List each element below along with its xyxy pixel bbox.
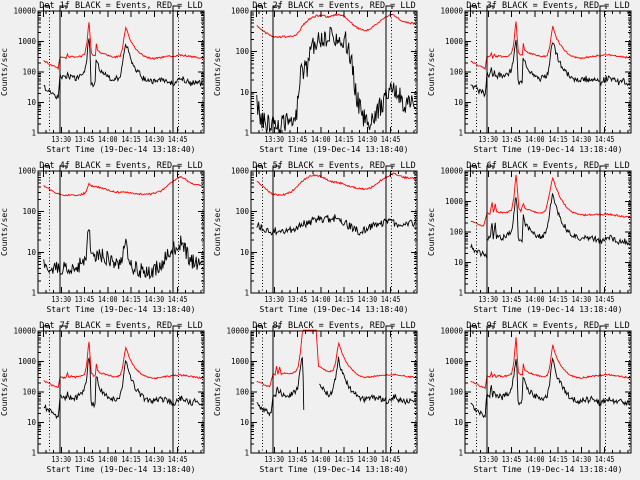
y-tick-label: 10 (453, 257, 463, 267)
subplot-9 (427, 320, 640, 480)
y-tick-label: 1 (244, 288, 250, 298)
y-tick-label: 1000 (231, 166, 250, 176)
y-axis-label: Counts/sec (213, 367, 223, 417)
y-tick-label: 10000 (13, 6, 36, 16)
x-tick-label: 14:30 (571, 294, 592, 304)
x-tick-label: 13:45 (288, 454, 308, 464)
subplot-canvas-3 (427, 0, 640, 160)
y-axis-label: Counts/sec (426, 367, 436, 417)
x-tick-label: 14:30 (144, 134, 165, 144)
subplot-7 (0, 320, 213, 480)
x-tick-label: 14:45 (594, 134, 615, 144)
x-tick-label: 13:45 (501, 134, 521, 144)
axes-box (38, 171, 204, 293)
y-tick-label: 100 (22, 67, 36, 77)
y-tick-label: 10 (26, 417, 36, 427)
x-tick-label: 14:30 (144, 454, 165, 464)
y-tick-label: 1 (31, 288, 36, 298)
x-tick-label: 14:45 (381, 454, 401, 464)
plot-title: Det 8f BLACK = Events, RED = LLD (252, 321, 417, 332)
x-tick-label: 13:30 (264, 134, 285, 144)
x-tick-label: 13:45 (288, 134, 308, 144)
x-tick-label: 14:15 (334, 294, 355, 304)
y-tick-label: 10 (26, 247, 36, 257)
x-tick-label: 14:30 (357, 294, 378, 304)
y-tick-label: 100 (22, 387, 36, 397)
events-series-line (320, 357, 416, 404)
y-tick-label: 10 (26, 97, 36, 107)
x-tick-label: 14:45 (594, 294, 615, 304)
subplot-canvas-9 (427, 320, 640, 480)
subplot-2 (213, 0, 426, 160)
y-tick-label: 1000 (231, 357, 250, 367)
axis-ticks (465, 171, 631, 293)
x-tick-label: 13:30 (264, 454, 285, 464)
subplot-canvas-2 (213, 0, 426, 160)
events-series-line (470, 40, 629, 96)
x-tick-label: 14:30 (144, 294, 165, 304)
plot-title: Det 7f BLACK = Events, RED = LLD (39, 321, 203, 332)
x-tick-label: 14:00 (524, 454, 545, 464)
x-tick-label: 14:15 (547, 454, 568, 464)
y-tick-label: 1000 (231, 6, 250, 16)
subplot-canvas-4 (0, 160, 213, 320)
x-tick-label: 14:00 (98, 294, 118, 304)
axes-box (465, 171, 631, 293)
y-tick-label: 1 (458, 288, 463, 298)
y-axis-label: Counts/sec (0, 207, 9, 257)
x-tick-label: 14:00 (524, 294, 545, 304)
y-axis-label: Counts/sec (213, 47, 223, 97)
y-tick-label: 100 (235, 207, 250, 217)
y-tick-label: 1000 (444, 37, 463, 47)
x-tick-label: 14:15 (334, 454, 355, 464)
y-tick-label: 1 (244, 448, 250, 458)
x-tick-label: 14:15 (547, 294, 568, 304)
x-tick-label: 14:00 (98, 134, 118, 144)
x-axis-label: Start Time (19-Dec-14 13:18:40) (46, 304, 196, 314)
events-series-line (44, 358, 203, 417)
x-tick-label: 14:45 (167, 134, 188, 144)
y-tick-label: 1000 (17, 357, 36, 367)
y-tick-label: 1000 (444, 357, 463, 367)
y-tick-label: 10000 (13, 326, 36, 336)
y-axis-label: Counts/sec (213, 207, 223, 257)
subplot-8 (213, 320, 426, 480)
y-tick-label: 10 (453, 417, 463, 427)
y-tick-label: 1000 (17, 166, 36, 176)
y-tick-label: 100 (235, 47, 250, 57)
x-axis-label: Start Time (19-Dec-14 13:18:40) (473, 304, 623, 314)
x-tick-label: 14:00 (311, 454, 332, 464)
x-tick-label: 14:00 (98, 454, 118, 464)
x-tick-label: 14:15 (121, 454, 141, 464)
y-tick-label: 10000 (440, 326, 463, 336)
x-axis-label: Start Time (19-Dec-14 13:18:40) (46, 144, 196, 154)
axis-ticks (251, 11, 417, 133)
y-tick-label: 1 (244, 128, 250, 138)
x-tick-label: 14:30 (357, 134, 378, 144)
x-tick-label: 13:45 (74, 454, 95, 464)
x-tick-label: 14:00 (311, 134, 332, 144)
axis-ticks (38, 171, 204, 293)
y-tick-label: 1000 (17, 37, 36, 47)
y-axis-label: Counts/sec (426, 47, 436, 97)
x-tick-label: 13:30 (478, 454, 499, 464)
x-tick-label: 13:45 (74, 294, 95, 304)
x-tick-label: 14:30 (571, 454, 592, 464)
x-tick-label: 13:30 (51, 454, 72, 464)
x-axis-label: Start Time (19-Dec-14 13:18:40) (46, 464, 196, 474)
y-tick-label: 1000 (444, 197, 463, 207)
lld-series-line (44, 177, 203, 196)
x-tick-label: 13:45 (501, 294, 521, 304)
x-tick-label: 14:15 (334, 134, 355, 144)
y-tick-label: 1 (31, 448, 36, 458)
y-tick-label: 100 (235, 387, 250, 397)
plot-title: Det 6f BLACK = Events, RED = LLD (465, 161, 630, 172)
subplot-1 (0, 0, 213, 160)
x-tick-label: 13:30 (264, 294, 285, 304)
x-tick-label: 13:45 (501, 454, 521, 464)
y-tick-label: 10 (453, 97, 463, 107)
x-tick-label: 13:45 (288, 294, 308, 304)
y-tick-label: 100 (22, 207, 36, 217)
x-tick-label: 14:00 (524, 134, 545, 144)
subplot-4 (0, 160, 213, 320)
x-tick-label: 13:30 (478, 134, 499, 144)
subplot-canvas-8 (213, 320, 426, 480)
axes-box (251, 11, 417, 133)
subplot-canvas-5 (213, 160, 426, 320)
y-tick-label: 1 (31, 128, 36, 138)
x-axis-label: Start Time (19-Dec-14 13:18:40) (473, 464, 623, 474)
x-tick-label: 13:45 (74, 134, 95, 144)
x-tick-label: 14:30 (571, 134, 592, 144)
y-tick-label: 100 (449, 227, 463, 237)
x-axis-label: Start Time (19-Dec-14 13:18:40) (259, 304, 409, 314)
subplot-canvas-6 (427, 160, 640, 320)
x-tick-label: 13:30 (51, 294, 72, 304)
x-axis-label: Start Time (19-Dec-14 13:18:40) (259, 464, 409, 474)
y-tick-label: 10000 (226, 326, 250, 336)
plot-title: Det 5f BLACK = Events, RED = LLD (252, 161, 417, 172)
x-tick-label: 13:30 (478, 294, 499, 304)
y-tick-label: 1 (458, 448, 463, 458)
y-axis-label: Counts/sec (426, 207, 436, 257)
plot-title: Det 2f BLACK = Events, RED = LLD (252, 1, 417, 12)
plot-title: Det 3f BLACK = Events, RED = LLD (465, 1, 630, 12)
y-axis-label: Counts/sec (0, 367, 9, 417)
events-series-line (257, 358, 304, 416)
x-tick-label: 14:00 (311, 294, 332, 304)
x-tick-label: 14:45 (381, 134, 401, 144)
x-axis-label: Start Time (19-Dec-14 13:18:40) (473, 144, 623, 154)
x-tick-label: 14:45 (167, 454, 188, 464)
y-tick-label: 10 (240, 247, 250, 257)
y-tick-label: 10000 (440, 6, 463, 16)
y-axis-label: Counts/sec (0, 47, 9, 97)
y-tick-label: 10 (240, 417, 250, 427)
y-tick-label: 1 (458, 128, 463, 138)
plot-title: Det 9f BLACK = Events, RED = LLD (465, 321, 630, 332)
subplot-3 (427, 0, 640, 160)
x-tick-label: 14:15 (547, 134, 568, 144)
y-tick-label: 100 (449, 67, 463, 77)
subplot-canvas-7 (0, 320, 213, 480)
x-axis-label: Start Time (19-Dec-14 13:18:40) (259, 144, 409, 154)
x-tick-label: 13:30 (51, 134, 72, 144)
x-tick-label: 14:15 (121, 294, 141, 304)
y-tick-label: 100 (449, 387, 463, 397)
plot-title: Det 4f BLACK = Events, RED = LLD (39, 161, 203, 172)
x-tick-label: 14:45 (594, 454, 615, 464)
plot-title: Det 1f BLACK = Events, RED = LLD (39, 1, 203, 12)
x-tick-label: 14:15 (121, 134, 141, 144)
x-tick-label: 14:45 (167, 294, 188, 304)
x-tick-label: 14:30 (357, 454, 378, 464)
subplot-6 (427, 160, 640, 320)
subplot-5 (213, 160, 426, 320)
x-tick-label: 14:45 (381, 294, 401, 304)
y-tick-label: 10000 (440, 166, 463, 176)
subplot-canvas-1 (0, 0, 213, 160)
y-tick-label: 10 (240, 87, 250, 97)
